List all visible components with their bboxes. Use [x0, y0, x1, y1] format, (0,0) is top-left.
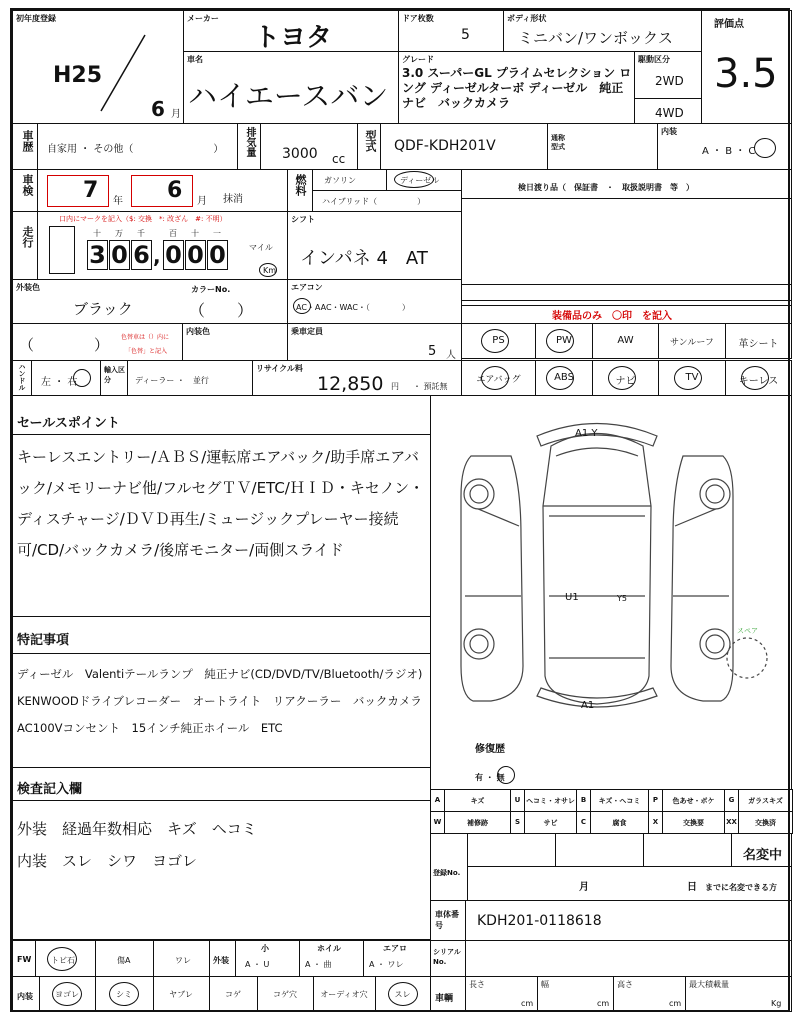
unit-label: 百	[169, 229, 177, 238]
handle-value: 左 ・ 右	[41, 377, 78, 388]
legend-cell	[648, 789, 663, 812]
ac-value: AC・AAC・WAC・（ ）	[296, 303, 410, 312]
ac-label: エアコン	[291, 283, 323, 292]
legend-cell	[590, 811, 649, 834]
year-unit: 年	[113, 196, 123, 207]
car-outline-diagram	[431, 396, 791, 726]
circle-mark	[741, 366, 769, 390]
unit-label: 十	[191, 229, 199, 238]
import-cell	[100, 360, 253, 396]
equip-row-1-cell	[725, 323, 792, 359]
serial-cell	[430, 940, 792, 977]
drive-4wd: 4WD	[655, 106, 684, 120]
legend-cell	[444, 811, 511, 834]
mileage-digit: 0	[163, 240, 184, 270]
legend-desc: ヘコミ・オサレ	[526, 797, 575, 805]
kg-unit: Kg	[771, 999, 782, 1008]
equipment-item: AW	[617, 335, 634, 346]
legend-cell	[648, 811, 663, 834]
grade-label: グレード	[402, 55, 434, 64]
circle-mark	[394, 171, 434, 188]
legend-cell	[662, 789, 725, 812]
yen-unit: 円	[391, 382, 399, 391]
interior-item: コゲ	[225, 990, 241, 999]
legend-desc: 補修跡	[467, 819, 488, 827]
equipment-item: キーレス	[738, 376, 779, 387]
circle-mark	[388, 982, 418, 1006]
legend-code: P	[652, 796, 659, 804]
legend-cell	[444, 789, 511, 812]
reg-no-label: 登録No.	[433, 869, 461, 877]
legend-cell	[510, 789, 525, 812]
circle-mark	[546, 366, 574, 390]
color-note-1: 色替車は（）内に	[121, 334, 170, 341]
insp-year: 7	[83, 178, 99, 203]
inspection-line-1: 外装 経過年数相応 キズ ヘコミ	[17, 820, 257, 838]
recycle-label: リサイクル料	[256, 364, 303, 373]
drive-cell	[634, 51, 702, 124]
color-no-label: カラーNo.	[191, 285, 231, 294]
color-change-cell	[12, 323, 183, 361]
legend-code: S	[514, 818, 521, 826]
spare-label: スペア	[737, 627, 758, 635]
aero-value: A ・ ワレ	[369, 960, 404, 969]
legend-desc: キズ・ヘコミ	[598, 797, 641, 805]
equipment-item: TV	[685, 372, 699, 383]
vehicle-size-cell	[430, 976, 792, 1012]
drive-2wd: 2WD	[655, 74, 684, 88]
doors-label: ドア枚数	[402, 14, 434, 23]
equip-row-1-cell	[658, 323, 726, 359]
equipment-item: ナビ	[615, 376, 636, 387]
recycle-cell	[252, 360, 462, 396]
aero-label: エアロ	[383, 944, 407, 953]
damage-mark-front: A1 Y	[575, 428, 598, 439]
legend-cell	[430, 789, 445, 812]
special-text: ディーゼル Valentiテールランプ 純正ナビ(CD/DVD/TV/Bluetooth/ラジオ) KENWOODドライブレコーダー オートライト リアクーラー バックカメラ AC100Vコンセント 15インチ純正ホイール ETC	[17, 667, 434, 735]
fw-item: ワレ	[175, 956, 191, 965]
int-color-label: 内装色	[186, 327, 210, 336]
import-value: ディーラー ・ 並行	[135, 376, 209, 385]
equip-row-2-cell	[725, 360, 792, 396]
legend-desc: キズ	[470, 797, 485, 805]
history-label: 車歴	[21, 130, 34, 152]
legend-code: U	[514, 796, 521, 804]
sales-text: キーレスエントリー/ＡＢＳ/運転席エアバック/助手席エアバック/メモリーナビ他/フルセグＴＶ/ETC/ＨＩＤ・キセノン・ディスチャージ/ＤＶＤ再生/ミュージックプレーヤー接続可/CD/バックカメラ/後席モニター/両側スライド	[17, 448, 425, 559]
small-value: A ・ U	[245, 960, 270, 969]
deposit-label: ・ 預託無	[413, 382, 448, 391]
chassis-value: KDH201-0118618	[477, 913, 602, 929]
circle-mark	[52, 982, 82, 1006]
shift-cell	[287, 211, 462, 280]
circle-mark	[754, 138, 776, 158]
legend-cell	[724, 789, 739, 812]
equip-row-1-cell	[461, 323, 536, 359]
equipment-item: 革シート	[738, 339, 779, 350]
inspection-date-cell	[12, 169, 288, 212]
legend-cell	[590, 789, 649, 812]
first-reg-month: 6	[151, 97, 165, 121]
equip-row-2-cell	[592, 360, 659, 396]
legend-code: X	[652, 818, 659, 826]
legend-desc: サビ	[543, 819, 558, 827]
appraisal-sheet	[10, 8, 790, 1012]
legend-desc: 色あせ・ボケ	[672, 797, 715, 805]
unit-label: 万	[115, 229, 123, 238]
month-unit: 月	[171, 109, 181, 120]
int-color-cell	[182, 323, 288, 361]
displacement-cell	[237, 123, 358, 170]
displacement-label: 排気量	[244, 127, 255, 157]
small-label: 小	[261, 944, 269, 953]
interior-grades: A ・ B ・ C	[702, 146, 756, 157]
recycle-value: 12,850	[317, 373, 384, 395]
color-no-value: （ ）	[189, 301, 254, 320]
reg-until-text: までに名変できる方	[705, 883, 777, 892]
circle-mark	[481, 366, 509, 390]
special-notes-cell	[12, 616, 434, 768]
circle-mark	[481, 329, 509, 353]
fw-item: トビ石	[51, 956, 75, 965]
legend-code: A	[434, 796, 441, 804]
circle-mark	[608, 366, 636, 390]
circle-mark	[546, 329, 574, 353]
first-reg-label: 初年度登録	[16, 14, 56, 23]
equip-title-cell	[461, 300, 792, 324]
repair-options: 有 ・ 無	[475, 773, 505, 782]
cc-unit: cc	[332, 152, 346, 166]
serial-label: シリアルNo.	[433, 948, 461, 966]
mileage-note: 口内にマークを記入（$: 交換 *: 改ざん #: 不明）	[59, 215, 227, 223]
legend-desc: 交換済	[755, 819, 776, 827]
fuel-gasoline: ガソリン	[324, 176, 356, 185]
fuel-cell	[287, 169, 462, 212]
interior-item: オーディオ穴	[320, 990, 368, 999]
unit-label: 一	[213, 229, 221, 238]
legend-cell	[524, 811, 577, 834]
equipment-item: PW	[556, 335, 572, 346]
mileage-digit	[49, 226, 75, 274]
score-label: 評価点	[714, 19, 744, 30]
maker-label: メーカー	[187, 14, 219, 23]
circle-mark	[109, 982, 139, 1006]
ext-label: 外装	[213, 956, 229, 965]
interior-item: コゲ穴	[273, 990, 297, 999]
equipment-item: サンルーフ	[670, 338, 714, 348]
capacity-cell	[287, 323, 462, 361]
equip-row-2-cell	[461, 360, 536, 396]
shift-label: シフト	[291, 215, 315, 224]
mileage-cell	[12, 211, 288, 280]
reg-month-unit: 月	[579, 882, 589, 893]
legend-cell	[738, 811, 793, 834]
fw-item: 傷A	[117, 956, 131, 965]
ext-color-value: ブラック	[73, 300, 133, 318]
score-cell	[701, 10, 792, 124]
reg-day-unit: 日	[687, 882, 697, 893]
month-unit-2: 月	[197, 196, 207, 207]
cm-unit: cm	[597, 999, 610, 1008]
fw-label: FW	[17, 955, 32, 964]
mileage-digit: 0	[109, 240, 130, 270]
wheel-value: A ・ 曲	[305, 960, 332, 969]
insp-year-box	[47, 175, 109, 207]
name-change-label: 名変中	[743, 848, 783, 863]
legend-cell	[430, 811, 445, 834]
ext-color-cell	[12, 279, 288, 324]
insp-month-box	[131, 175, 193, 207]
handle-cell	[12, 360, 101, 396]
mileage-digit: 3	[87, 240, 108, 270]
mileage-digit: 0	[207, 240, 228, 270]
legend-code: W	[433, 818, 442, 826]
docs-value: 検日渡り品（ 保証書 ・ 取扱説明書 等 ）	[518, 183, 694, 192]
doors-cell	[398, 10, 504, 52]
equip-row-1-cell	[592, 323, 659, 359]
repair-title: 修復歴	[475, 744, 505, 755]
mileage-comma: ,	[153, 244, 161, 268]
legend-cell	[738, 789, 793, 812]
bottom-row-1	[12, 940, 431, 977]
fuel-hybrid: ハイブリッド（ ）	[322, 197, 426, 206]
ext-color-label: 外装色	[16, 283, 40, 292]
legend-cell	[510, 811, 525, 834]
drive-label: 駆動区分	[638, 55, 670, 64]
model-cell	[357, 123, 548, 170]
first-registration-cell	[12, 10, 184, 124]
inspection-notes-title: 検査記入欄	[17, 782, 83, 797]
chassis-cell	[430, 900, 792, 941]
common-model-cell	[547, 123, 658, 170]
body-label: ボディ形状	[507, 14, 547, 23]
grade-value: 3.0 スーパーGL プライムセレクション ロング ディーゼルターボ ディーゼル 純正ナビ バックカメラ	[402, 66, 632, 110]
bottom-row-2	[12, 976, 431, 1012]
body-value: ミニバン/ワンボックス	[518, 29, 673, 47]
model-label: 型式	[364, 130, 377, 152]
score-value: 3.5	[714, 51, 778, 97]
model-value: QDF-KDH201V	[394, 138, 496, 154]
color-note-2: 「色替」と記入	[125, 348, 168, 355]
common-model-label: 通称型式	[551, 134, 565, 151]
capacity-label: 乗車定員	[291, 327, 323, 336]
legend-desc: 交換要	[683, 819, 704, 827]
car-diagram-cell	[430, 395, 792, 790]
interior-item: ヨゴレ	[55, 990, 79, 999]
length-label: 長さ	[469, 980, 485, 989]
history-cell	[12, 123, 238, 170]
legend-code: G	[728, 796, 735, 804]
sales-title: セールスポイント	[17, 416, 120, 431]
cm-unit: cm	[669, 999, 682, 1008]
person-unit: 人	[446, 350, 456, 361]
import-label: 輸入区分	[104, 366, 125, 384]
damage-mark-side: A1	[581, 700, 595, 711]
color-change-value: （ ）	[19, 336, 110, 354]
circle-mark	[674, 366, 702, 390]
mileage-digit: 6	[131, 240, 152, 270]
inspection-notes-cell	[12, 767, 431, 940]
equip-row-1-cell	[535, 323, 593, 359]
ac-cell	[287, 279, 462, 324]
circle-mark	[259, 263, 277, 277]
size-label: 車輌	[435, 994, 454, 1004]
interior-item: シミ	[116, 990, 132, 999]
car-name-cell	[183, 51, 399, 124]
circle-mark	[47, 947, 77, 971]
equip-title: 装備品のみ 〇印 を記入	[552, 311, 672, 322]
inspection-label: 車検	[21, 174, 34, 196]
interior-label: 内装	[661, 127, 677, 136]
interior-item: ヤブレ	[169, 990, 193, 999]
car-name-value: ハイエースバン	[188, 79, 389, 113]
wheel-label: ホイル	[317, 944, 341, 953]
load-label: 最大積載量	[689, 980, 729, 989]
mile-unit: マイル	[249, 243, 273, 252]
width-label: 幅	[541, 980, 549, 989]
slash-mark	[97, 33, 147, 113]
interior-cell	[657, 123, 792, 170]
maker-value: トヨタ	[254, 23, 333, 53]
equipment-item: PS	[492, 335, 505, 346]
doors-value: 5	[461, 27, 470, 43]
capacity-value: 5	[428, 344, 437, 359]
body-cell	[503, 10, 702, 52]
car-name-label: 車名	[187, 55, 203, 64]
height-label: 高さ	[617, 980, 633, 989]
displacement-value: 3000	[282, 146, 318, 162]
damage-mark-small: Y5	[617, 594, 627, 603]
equip-row-2-cell	[535, 360, 593, 396]
legend-code: XX	[726, 818, 737, 826]
docs-cell	[461, 169, 792, 306]
shift-value: インパネ 4 AT	[300, 248, 428, 269]
legend-cell	[576, 789, 591, 812]
unit-label: 十	[93, 229, 101, 238]
cm-unit: cm	[521, 999, 534, 1008]
history-value: 自家用 ・ その他（ ）	[47, 144, 224, 155]
equip-row-2-cell	[658, 360, 726, 396]
interior-item: スレ	[394, 990, 411, 999]
handle-label: ハンドル	[18, 363, 26, 391]
circle-mark	[497, 766, 515, 784]
legend-desc: 腐食	[612, 819, 627, 827]
mileage-label: 走行	[21, 226, 34, 248]
legend-code: B	[580, 796, 587, 804]
registration-cell	[430, 833, 792, 901]
mileage-digit: 0	[185, 240, 206, 270]
circle-mark	[73, 369, 91, 387]
int-label: 内装	[17, 992, 33, 1001]
circle-mark	[293, 298, 311, 314]
insp-month: 6	[167, 178, 183, 203]
sales-points-cell	[12, 395, 431, 617]
legend-cell	[576, 811, 591, 834]
unit-label: 千	[137, 229, 145, 238]
legend-desc: ガラスキズ	[748, 797, 783, 805]
damage-mark-center: U1	[565, 592, 579, 603]
fuel-diesel: ディーゼル	[400, 176, 440, 185]
first-reg-year: H25	[53, 63, 103, 88]
chassis-label: 車体番号	[435, 910, 459, 930]
erase-label: 抹消	[223, 194, 243, 205]
equipment-item: ABS	[554, 372, 574, 383]
legend-cell	[524, 789, 577, 812]
special-title: 特記事項	[17, 633, 70, 648]
maker-cell	[183, 10, 399, 52]
legend-cell	[724, 811, 739, 834]
grade-cell	[398, 51, 635, 124]
equipment-item: エアバッグ	[476, 375, 521, 385]
fuel-label: 燃料	[294, 174, 307, 196]
legend-code: C	[580, 818, 587, 826]
inspection-line-2: 内装 スレ シワ ヨゴレ	[17, 852, 198, 870]
legend-cell	[662, 811, 725, 834]
km-unit: Km	[263, 266, 277, 275]
